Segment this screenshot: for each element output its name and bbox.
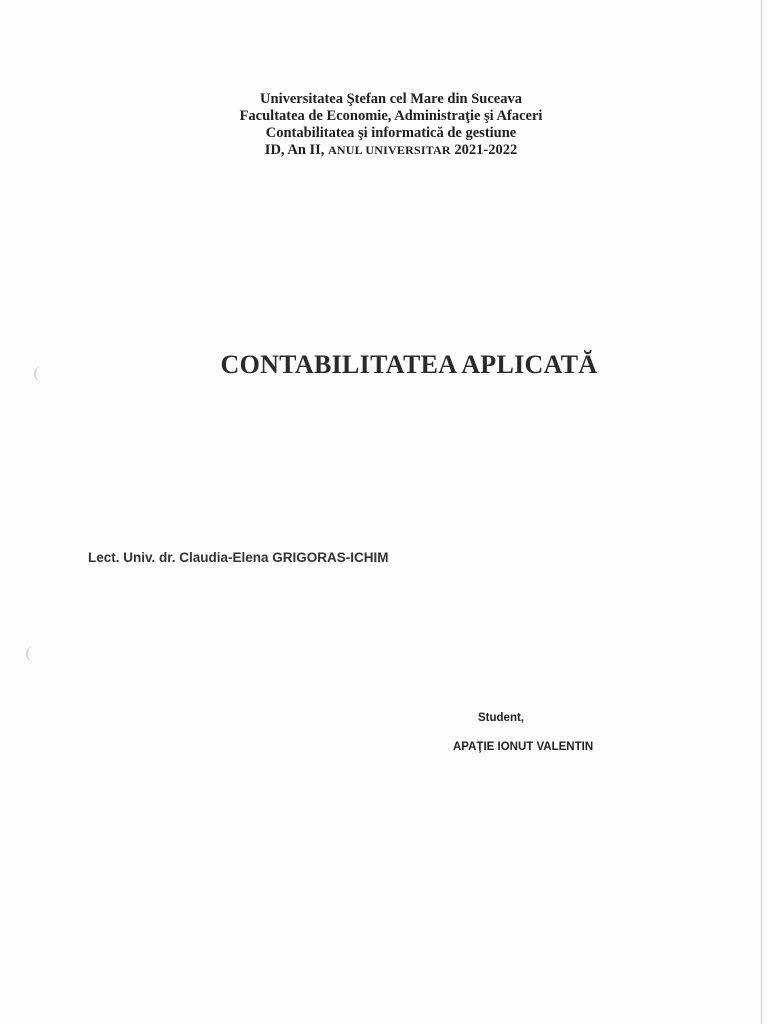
student-name: APAŢIE IONUT VALENTIN: [453, 741, 594, 753]
year-value: 2021-2022: [454, 142, 518, 158]
document-title: CONTABILITATEA APLICATĂ: [220, 350, 598, 379]
year-label: ANUL UNIVERSITAR: [328, 143, 451, 157]
year-prefix: ID, An II,: [264, 142, 325, 158]
student-label: Student,: [478, 712, 524, 724]
punch-hole-mark: [26, 646, 42, 662]
academic-year-line: [0, 142, 768, 159]
institution-header: [0, 91, 768, 159]
study-program: Contabilitatea şi informatică de gestiune: [265, 125, 517, 141]
coordinator-name: Lect. Univ. dr. Claudia-Elena GRIGORAS-ICHIM: [88, 550, 389, 565]
university-name: Universitatea Ştefan cel Mare din Suceava: [260, 91, 522, 107]
faculty-name: Facultatea de Economie, Administraţie şi Afaceri: [239, 108, 543, 124]
